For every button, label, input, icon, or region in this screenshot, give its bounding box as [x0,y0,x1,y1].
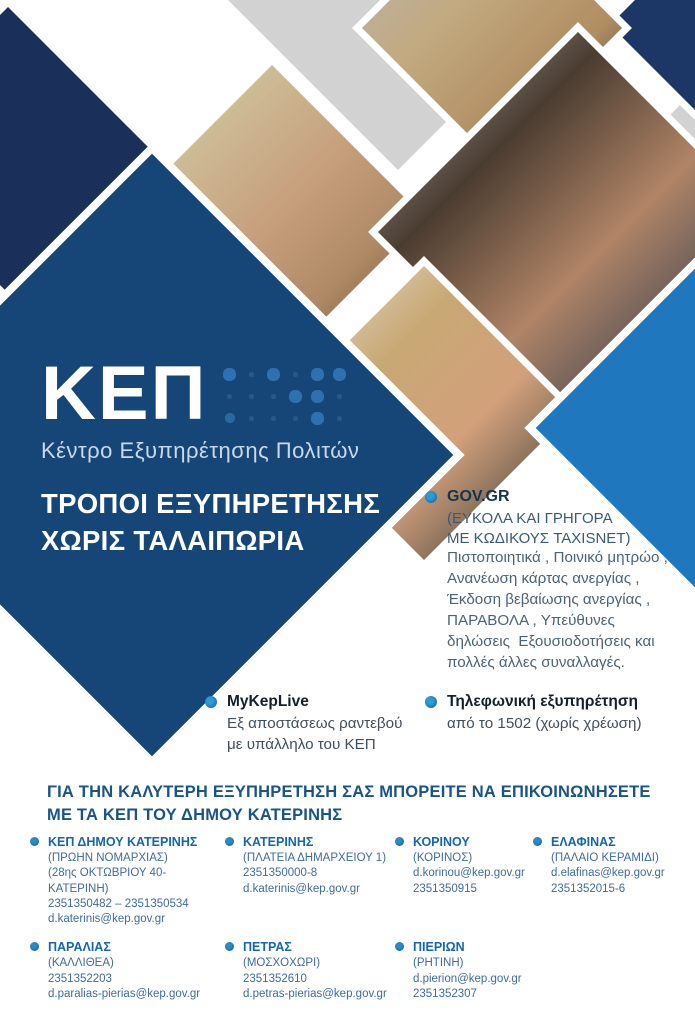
govgr-body-line6: πολλές άλλες συναλλαγές. [447,653,625,671]
office-line: (ΠΛΑΤΕΙΑ ΔΗΜΑΡΧΕΙΟΥ 1) [243,852,387,864]
mykeplive-body-line1: Εξ αποστάσεως ραντεβού [227,715,403,732]
office-email: d.korinou@kep.gov.gr [413,867,525,880]
office-korinou [395,835,533,927]
office-name: ΠΕΤΡΑΣ [243,940,292,955]
bullet-icon [395,942,404,951]
office-line: (ΜΟΣΧΟΧΩΡΙ) [243,957,321,970]
contact-heading-line1: ΓΙΑ ΤΗΝ ΚΑΛΥΤΕΡΗ ΕΞΥΠΗΡΕΤΗΣΗ ΣΑΣ ΜΠΟΡΕΙΤΕ ΝΑ ΕΠΙΚΟΙΝΩΝΗΣΕΤΕ [47,783,651,801]
govgr-subtitle-line2: ΜΕ ΚΩΔΙΚΟΥΣ TAXISNET) [447,529,631,547]
bullet-icon [30,942,39,951]
offices-grid [30,835,692,1002]
office-line: (ΚΟΡΙΝΟΣ) [413,852,473,864]
contact-heading [47,781,667,827]
kep-logo-text: ΚΕΠ [41,351,208,436]
office-name: ΠΑΡΑΛΙΑΣ [48,940,111,955]
office-katerinis [225,835,395,927]
office-phone: 2351350000-8 [243,867,318,880]
govgr-body-line4: ΠΑΡΑΒΟΛΑ , Υπεύθυνες [447,611,615,629]
office-petras [225,940,395,1002]
govgr-title: GOV.GR [447,488,510,505]
headline-line2: ΧΩΡΙΣ ΤΑΛΑΙΠΩΡΙΑ [41,524,305,556]
service-mykeplive [205,693,442,756]
office-pierion [395,940,533,1002]
govgr-body-line1: Πιστοποιητικά , Ποινικό μητρώο , [447,549,668,566]
office-email: d.elafinas@kep.gov.gr [551,867,665,880]
bullet-icon [425,491,437,503]
phone-body-line1: από το 1502 (χωρίς χρέωση) [447,715,642,732]
bullet-icon [395,837,404,846]
office-phone: 2351350482 – 2351350534 [48,897,189,910]
govgr-body-line3: Έκδοση βεβαίωσης ανεργίας , [447,590,651,608]
bullet-icon [205,696,217,708]
office-elafinas [533,835,692,927]
contact-heading-line2: ΜΕ ΤΑ ΚΕΠ ΤΟΥ ΔΗΜΟΥ ΚΑΤΕΡΙΝΗΣ [47,805,343,824]
office-email: d.paralias-pierias@kep.gov.gr [48,987,201,1000]
office-line: (ΠΡΩΗΝ ΝΟΜΑΡΧΙΑΣ) [48,852,168,864]
mykeplive-title: MyKepLive [227,693,309,710]
service-phone [425,693,695,735]
office-phone: 2351352610 [243,972,307,985]
kep-logo-dots-icon [223,368,346,425]
office-email: d.katerinis@kep.gov.gr [48,913,165,926]
office-line: (ΡΗΤΙΝΗ) [413,957,464,970]
govgr-subtitle-line1: (ΕΥΚΟΛΑ ΚΑΙ ΓΡΗΓΟΡΑ [447,510,613,527]
office-name: ΚΕΠ ΔΗΜΟΥ ΚΑΤΕΡΙΝΗΣ [48,835,198,849]
office-name: ΚΑΤΕΡΙΝΗΣ [243,835,314,849]
office-phone: 2351352203 [48,972,112,985]
office-name: ΚΟΡΙΝΟΥ [413,835,470,849]
office-line: (ΠΑΛΑΙΟ ΚΕΡΑΜΙΔΙ) [551,852,659,864]
office-phone: 2351352015-6 [551,882,626,895]
office-name: ΕΛΑΦΙΝΑΣ [551,835,616,849]
office-paralias [30,940,225,1002]
kep-logo-subtitle: Κέντρο Εξυπηρέτησης Πολιτών [41,437,360,463]
service-govgr [425,488,695,674]
poster-headline [41,486,380,559]
bullet-icon [533,837,542,846]
bullet-icon [225,837,234,846]
bullet-icon [425,696,437,708]
mykeplive-body-line2: με υπάλληλο του ΚΕΠ [227,735,376,753]
office-line: (28ης ΟΚΤΩΒΡΙΟΥ 40-ΚΑΤΕΡΙΝΗ) [48,867,167,895]
headline-line1: ΤΡΟΠΟΙ ΕΞΥΠΗΡΕΤΗΣΗΣ [41,488,381,519]
office-email: d.pierion@kep.gov.gr [413,972,522,985]
office-line: (ΚΑΛΛΙΘΕΑ) [48,957,114,970]
phone-title: Τηλεφωνική εξυπηρέτηση [447,693,638,710]
kep-logo-row [41,351,359,436]
bullet-icon [225,942,234,951]
kep-logo [41,351,360,464]
govgr-body-line2: Ανανέωση κάρτας ανεργίας , [447,569,640,587]
office-phone: 2351352307 [413,987,477,1000]
office-email: d.katerinis@kep.gov.gr [243,882,360,895]
office-katerinis-main [30,835,225,927]
office-name: ΠΙΕΡΙΩΝ [413,940,465,955]
govgr-body-line5: δηλώσεις Εξουσιοδοτήσεις και [447,632,655,650]
office-phone: 2351350915 [413,882,477,895]
bullet-icon [30,837,39,846]
office-email: d.petras-pierias@kep.gov.gr [243,987,387,1000]
